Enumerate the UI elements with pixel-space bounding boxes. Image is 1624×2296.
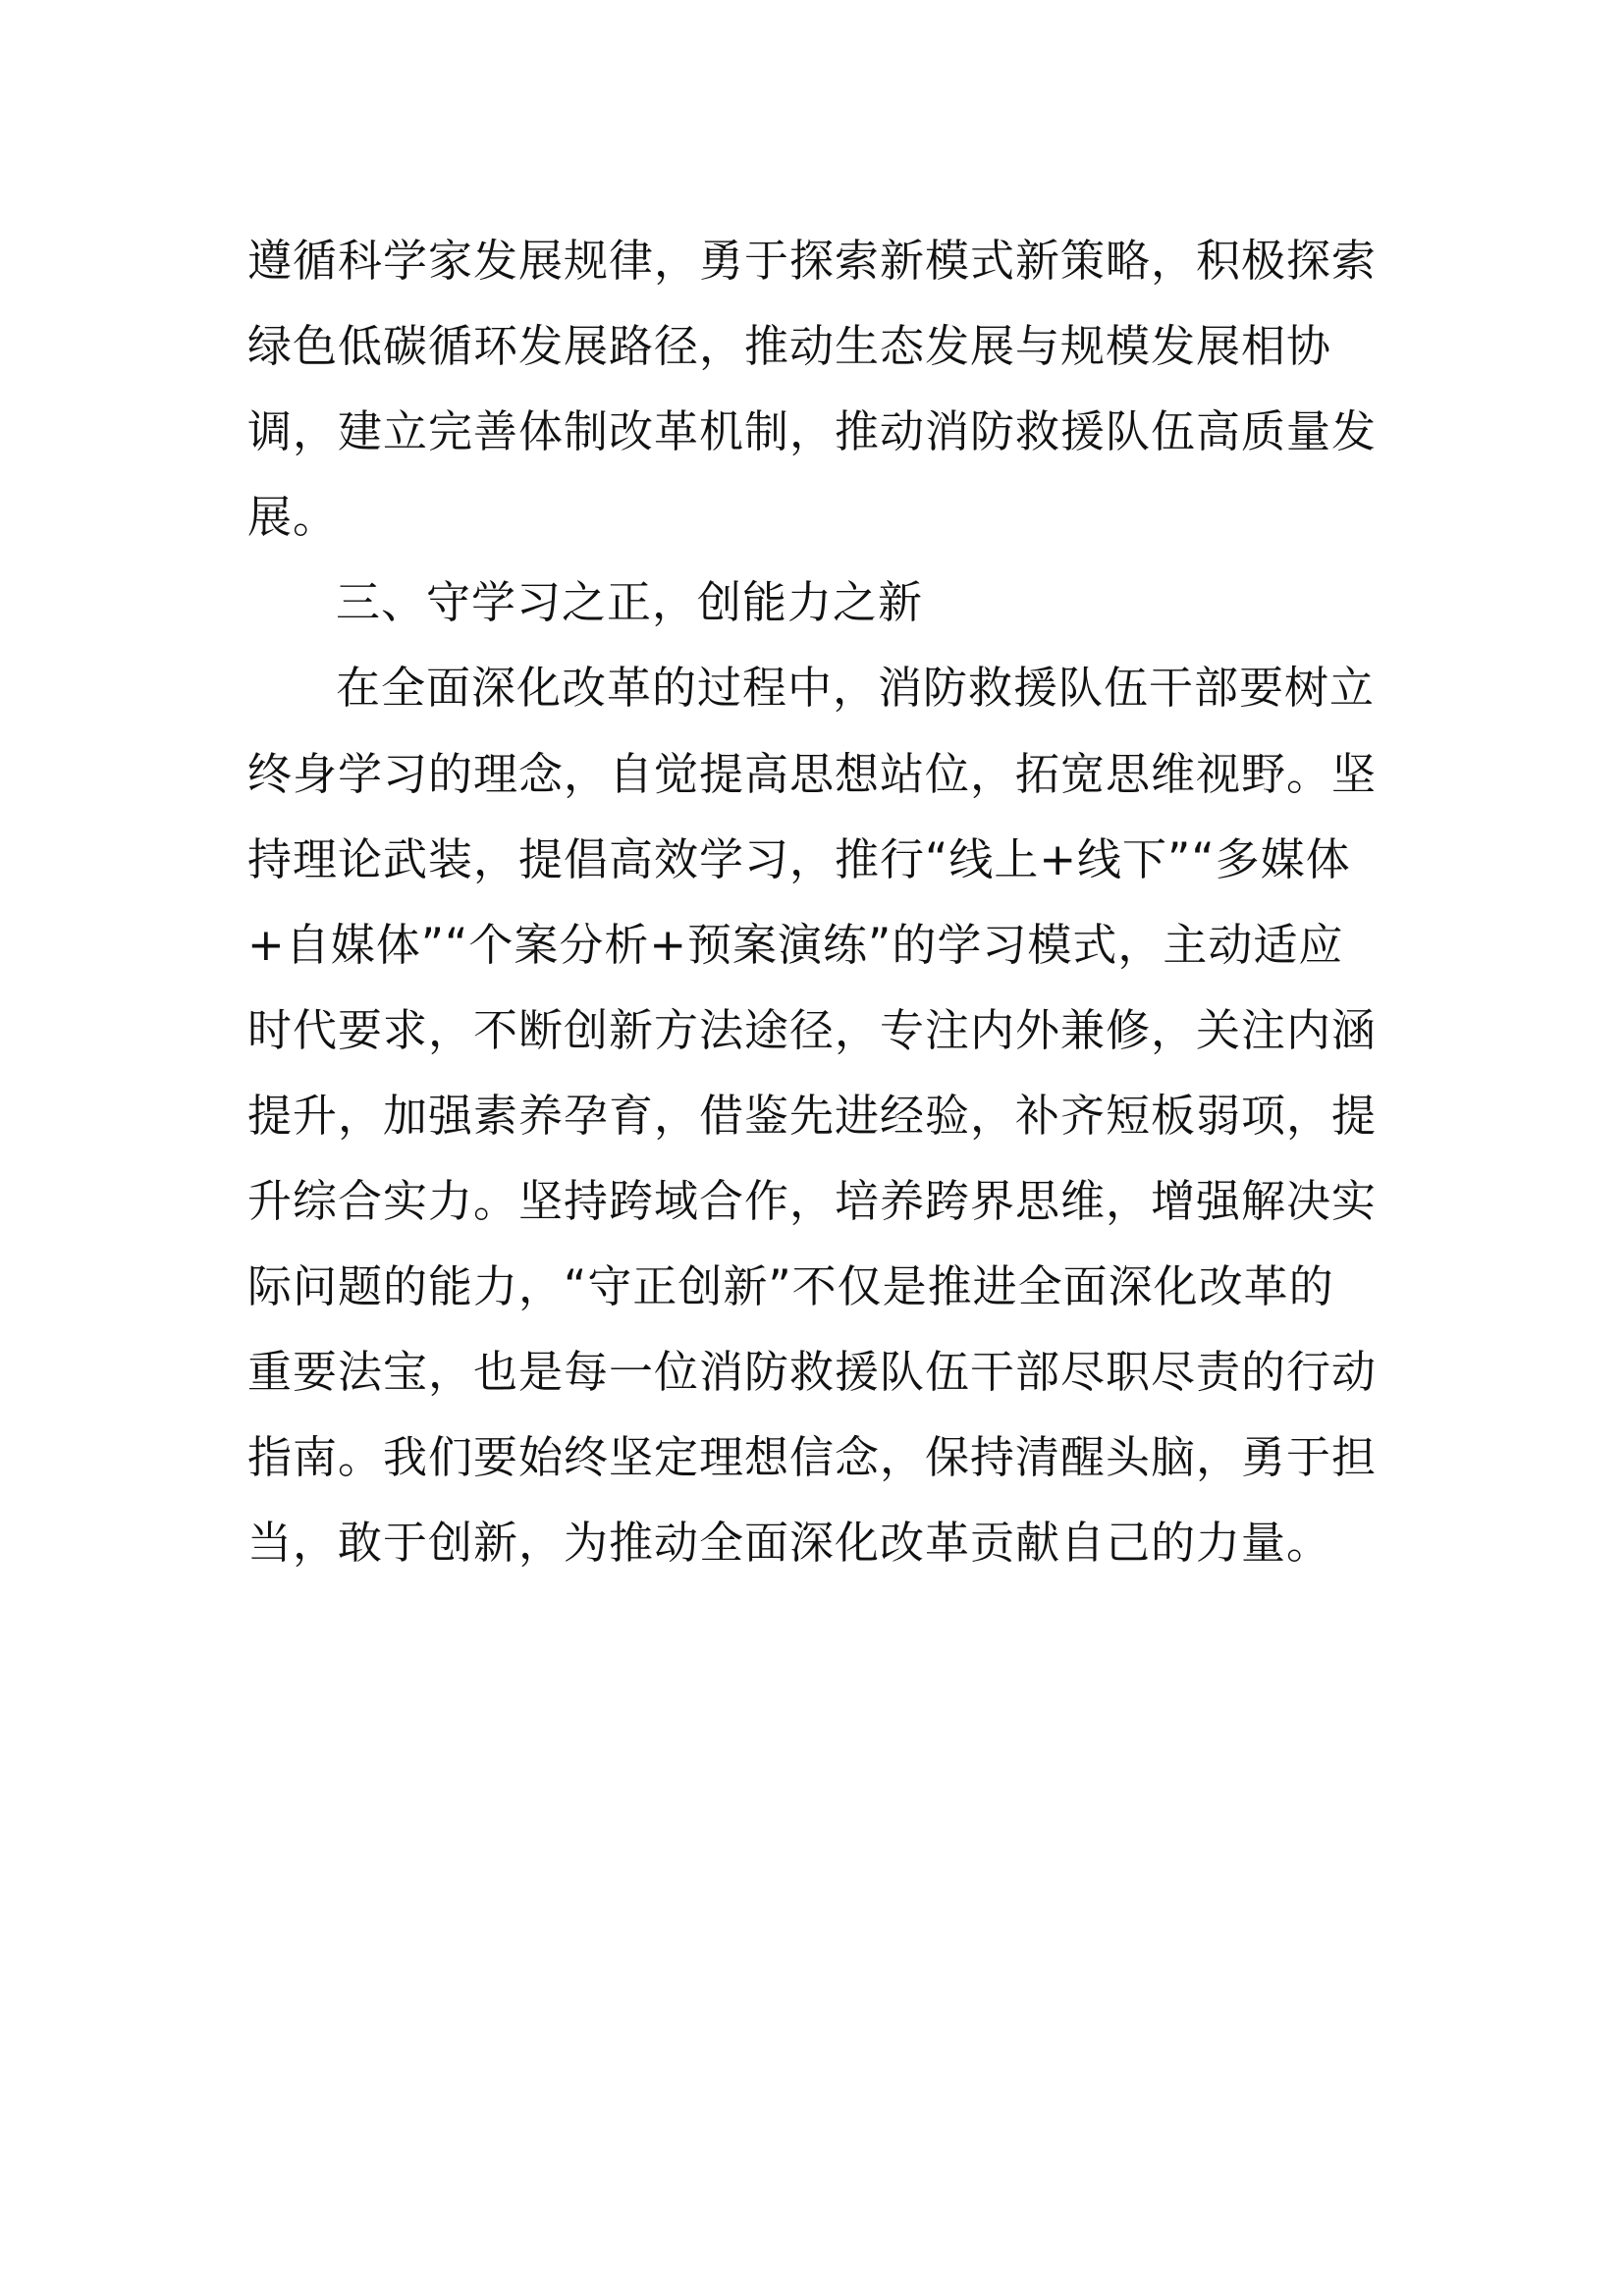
body-line: 在全面深化改革的过程中，消防救援队伍干部要树立 [336, 662, 1376, 715]
body-line: 时代要求，不断创新方法途径，专注内外兼修，关注内涵 [247, 1003, 1378, 1056]
body-line: 持理论武装，提倡高效学习，推行“线上+线下”“多媒体 [247, 832, 1351, 885]
body-line: 遵循科学家发展规律，勇于探索新模式新策略，积极探索 [247, 235, 1378, 287]
body-line: 终身学习的理念，自觉提高思想站位，拓宽思维视野。坚 [247, 747, 1378, 800]
body-line: 调，建立完善体制改革机制，推动消防救援队伍高质量发 [247, 405, 1378, 458]
document-body [247, 218, 1396, 1586]
body-line: +自媒体”“个案分析+预案演练”的学习模式，主动适应 [247, 918, 1344, 971]
body-line: 重要法宝，也是每一位消防救援队伍干部尽职尽责的行动 [247, 1346, 1378, 1399]
body-line: 提升，加强素养孕育，借鉴先进经验，补齐短板弱项，提 [247, 1089, 1378, 1142]
body-line: 绿色低碳循环发展路径，推动生态发展与规模发展相协 [247, 320, 1332, 373]
section-heading: 三、守学习之正，创能力之新 [336, 576, 924, 629]
body-line: 升综合实力。坚持跨域合作，培养跨界思维，增强解决实 [247, 1175, 1378, 1228]
body-line: 展。 [247, 491, 339, 544]
body-line: 际问题的能力，“守正创新”不仅是推进全面深化改革的 [247, 1260, 1334, 1313]
body-line: 当，敢于创新，为推动全面深化改革贡献自己的力量。 [247, 1517, 1332, 1570]
body-line: 指南。我们要始终坚定理想信念，保持清醒头脑，勇于担 [247, 1431, 1378, 1484]
